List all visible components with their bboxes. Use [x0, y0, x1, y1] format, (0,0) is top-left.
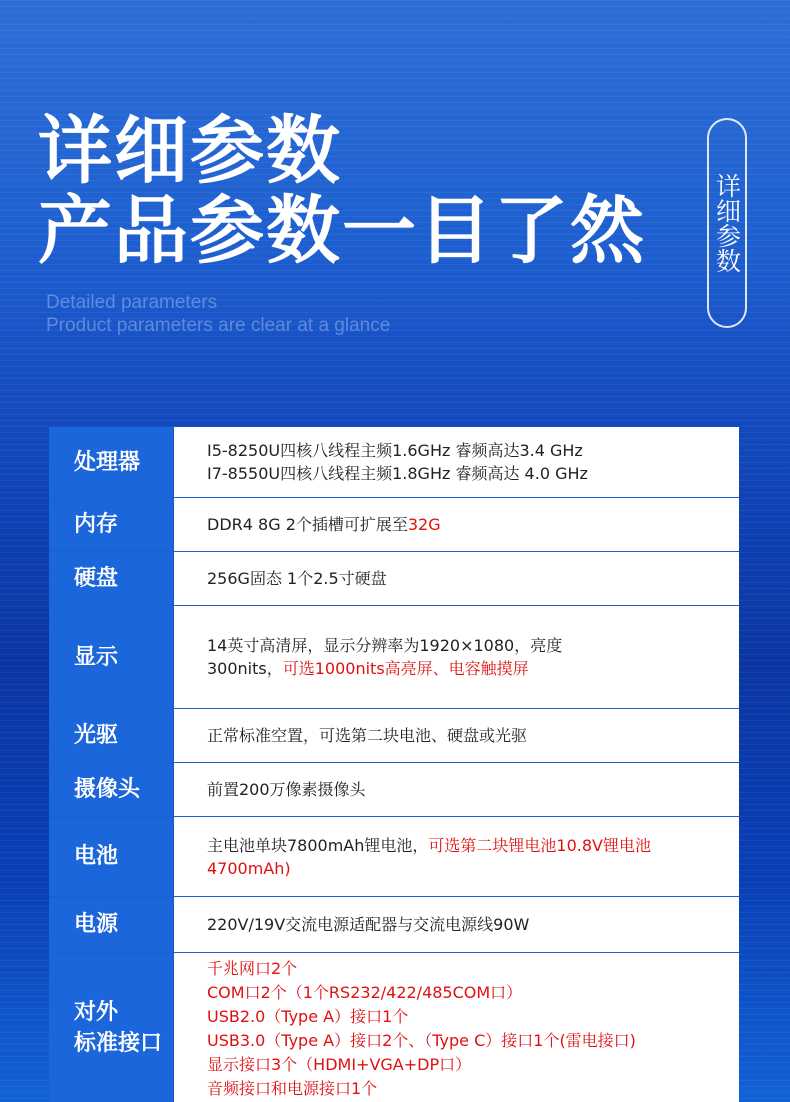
spec-row-cpu [49, 427, 739, 498]
english-subtitle-line1: Detailed parameters [46, 292, 218, 313]
interface-item: USB2.0（Type A）接口1个 [207, 1007, 409, 1026]
spec-label: 光驱 [49, 709, 174, 762]
spec-value-line: I7-8550U四核八线程主频1.8GHz 睿频高达 4.0 GHz [207, 464, 588, 483]
spec-row-power [49, 897, 739, 953]
spec-label-line2: 标准接口 [74, 1030, 163, 1056]
spec-value-text: 主电池单块7800mAh锂电池， [207, 835, 429, 855]
interface-item: USB3.0（Type A）接口2个、（Type C）接口1个(雷电接口) [207, 1031, 636, 1050]
interface-item: 显示接口3个（HDMI+VGA+DP口） [207, 1055, 472, 1074]
spec-row-display [49, 606, 739, 709]
spec-row-interfaces [49, 953, 739, 1102]
spec-value-text: 256G固态 1个2.5寸硬盘 [207, 569, 387, 588]
side-tag [707, 118, 747, 328]
side-tag-text: 详细参数 [712, 173, 742, 273]
interface-item: COM口2个（1个RS232/422/485COM口） [207, 983, 523, 1002]
spec-value-highlight: 4700mAh) [207, 858, 291, 878]
spec-label: 电池 [49, 817, 174, 896]
spec-value-highlight: 可选第二块锂电池10.8V锂电池 [428, 835, 651, 855]
interface-item: 音频接口和电源接口1个 [207, 1079, 378, 1098]
spec-value-highlight: 可选1000nits高亮屏、电容触摸屏 [282, 659, 529, 678]
spec-value-line: I5-8250U四核八线程主频1.6GHz 睿频高达3.4 GHz [207, 441, 583, 460]
spec-value-highlight: 32G [407, 515, 441, 534]
spec-value-text: 正常标准空置，可选第二块电池、硬盘或光驱 [207, 726, 528, 745]
spec-value-line: 14英寸高清屏，显示分辨率为1920×1080，亮度 [207, 636, 563, 655]
spec-row-storage [49, 552, 739, 606]
spec-label: 显示 [49, 606, 174, 708]
spec-table [49, 427, 739, 1102]
spec-label: 摄像头 [49, 763, 174, 816]
spec-label-line1: 对外 [74, 999, 119, 1025]
spec-value-text: 前置200万像素摄像头 [207, 780, 366, 799]
spec-value-text: 300nits， [207, 659, 283, 678]
spec-row-camera [49, 763, 739, 817]
interface-item: 千兆网口2个 [207, 959, 298, 978]
english-subtitle-line2: Product parameters are clear at a glance [46, 315, 391, 336]
spec-row-battery [49, 817, 739, 897]
spec-label: 电源 [49, 897, 174, 952]
page-title-line1: 详细参数 [38, 108, 342, 194]
spec-row-memory [49, 498, 739, 552]
spec-value-text: DDR4 8G 2个插槽可扩展至 [207, 515, 408, 534]
spec-row-optical-drive [49, 709, 739, 763]
spec-label: 内存 [49, 498, 174, 551]
spec-value-text: 220V/19V交流电源适配器与交流电源线90W [207, 915, 530, 934]
spec-label [49, 953, 174, 1102]
spec-label: 硬盘 [49, 552, 174, 605]
spec-label: 处理器 [49, 427, 174, 497]
page-title-line2: 产品参数一目了然 [38, 188, 646, 274]
